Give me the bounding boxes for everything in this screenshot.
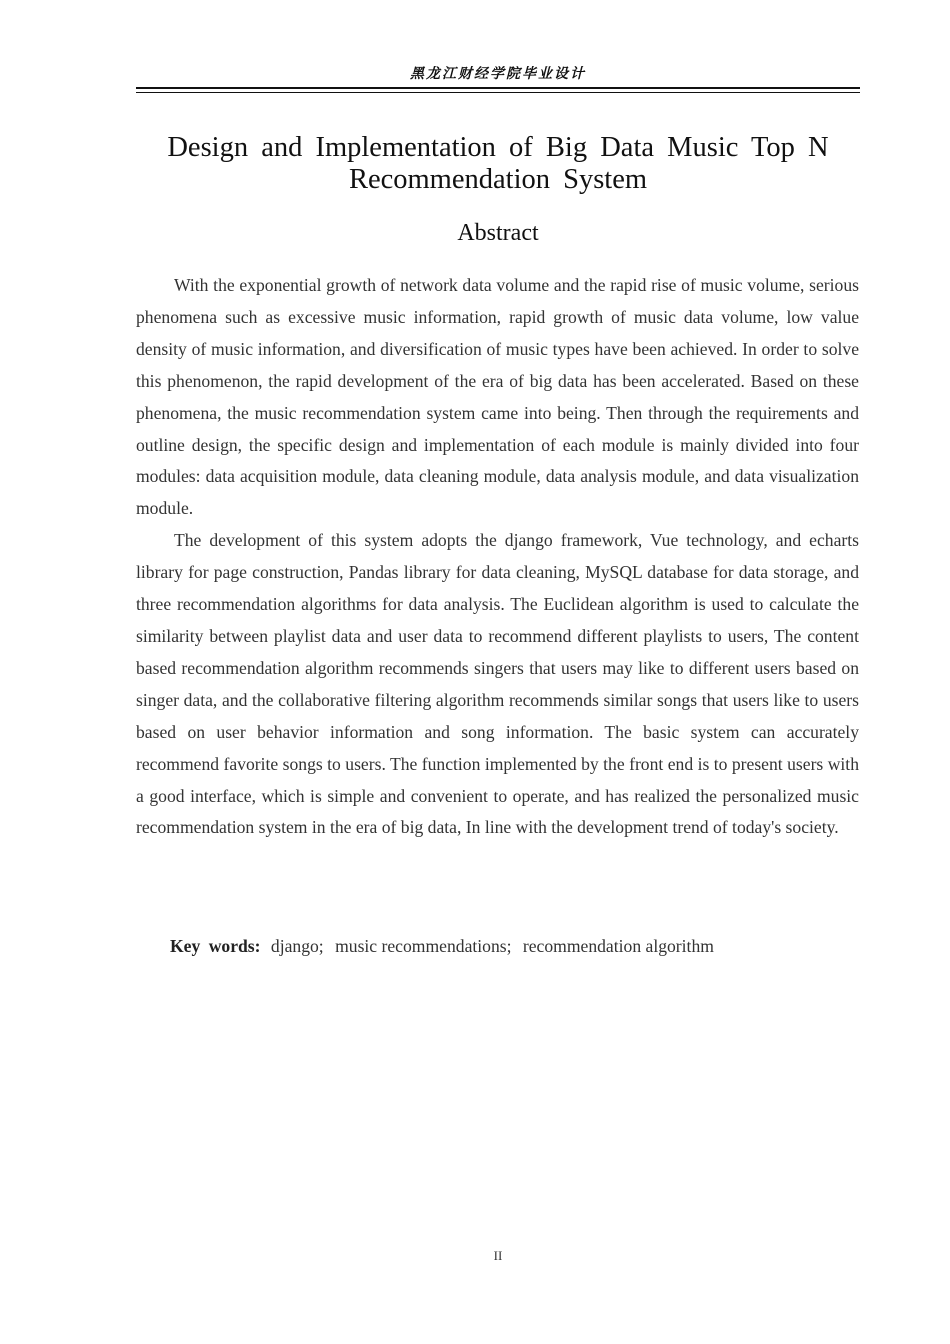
keywords-label: Key words:	[170, 936, 261, 956]
thesis-title: Design and Implementation of Big Data Music Top N Recommendation System	[167, 132, 829, 195]
page-number: II	[493, 1248, 503, 1263]
abstract-heading: Abstract	[457, 220, 539, 246]
abstract-body	[136, 270, 859, 844]
running-header: 黑龙江财经学院毕业设计	[410, 66, 586, 82]
keyword-item: music recommendations;	[335, 936, 512, 956]
keyword-item: django;	[270, 936, 324, 956]
abstract-paragraph-2: The development of this system adopts the django framework, Vue technology, and echarts library for page construction, Pandas library for data cleaning, MySQL database for data storage, and three recommendation algorithms for data analysis. The Euclidean algorithm is used to calculate the similarity between playlist data and user data to recommend different playlists to users, The content based recommendation algorithm recommends singers that users may like to different users based on singer data, and the collaborative filtering algorithm recommends similar songs that users like to users based on user behavior information and song information. The basic system can accurately recommend favorite songs to users. The function implemented by the front end is to present users with a good interface, which is simple and convenient to operate, and has realized the personalized music recommendation system in the era of big data, In line with the development trend of today's society.	[136, 530, 859, 838]
keywords-line	[170, 931, 860, 961]
header-double-rule	[136, 87, 860, 93]
abstract-paragraph-1: With the exponential growth of network data volume and the rapid rise of music volume, serious phenomena such as excessive music information, rapid growth of music data volume, low value density of music information, and diversification of music types have been achieved. In order to solve this phenomenon, the rapid development of the era of big data has been accelerated. Based on these phenomena, the music recommendation system came into being. Then through the requirements and outline design, the specific design and implementation of each module is mainly divided into four modules: data acquisition module, data cleaning module, data analysis module, and data visualization module.	[136, 275, 859, 519]
keyword-item: recommendation algorithm	[522, 936, 714, 956]
